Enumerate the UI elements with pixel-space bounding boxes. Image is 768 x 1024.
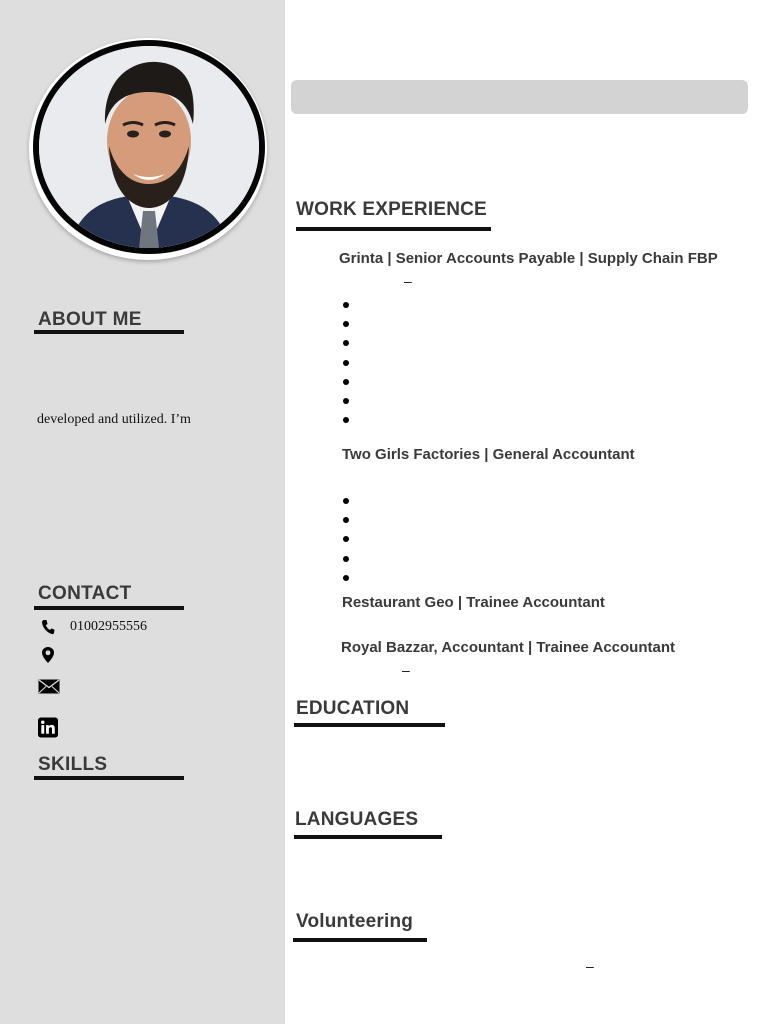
contact-phone-row [38,616,58,638]
contact-email-row [38,675,60,697]
job-title-grinta: Grinta | Senior Accounts Payable | Supply Chain FBP [339,250,718,267]
skills-heading: SKILLS [38,754,108,775]
contact-phone: 01002955556 [70,619,147,634]
job-dash-royal-bazzar: – [402,662,410,678]
about-me-text: developed and utilized. I’m [37,412,191,427]
linkedin-icon [38,717,58,737]
volunteering-dash: – [586,958,594,974]
contact-underline [34,606,184,610]
contact-location-row [38,644,58,666]
envelope-icon [38,676,60,696]
languages-heading: LANGUAGES [295,809,419,830]
job-dash-grinta: – [404,273,412,289]
work-experience-underline [296,227,491,231]
volunteering-heading: Volunteering [296,911,414,932]
job-title-restaurant-geo: Restaurant Geo | Trainee Accountant [342,594,605,611]
education-underline [294,723,445,727]
work-experience-heading: WORK EXPERIENCE [296,199,487,220]
contact-linkedin-row [38,716,58,738]
name-placeholder-bar [291,80,748,114]
skills-underline [34,776,184,780]
profile-photo-image [39,46,259,248]
profile-photo [33,40,265,254]
education-heading: EDUCATION [296,698,410,719]
about-me-underline [34,330,184,334]
job-title-royal-bazzar: Royal Bazzar, Accountant | Trainee Accountant [341,639,675,656]
job-title-two-girls: Two Girls Factories | General Accountant [342,446,635,463]
languages-underline [294,835,442,839]
contact-heading: CONTACT [38,583,132,604]
about-me-heading: ABOUT ME [38,309,142,330]
phone-icon [38,617,58,637]
location-pin-icon [38,645,58,665]
volunteering-underline [293,938,427,942]
